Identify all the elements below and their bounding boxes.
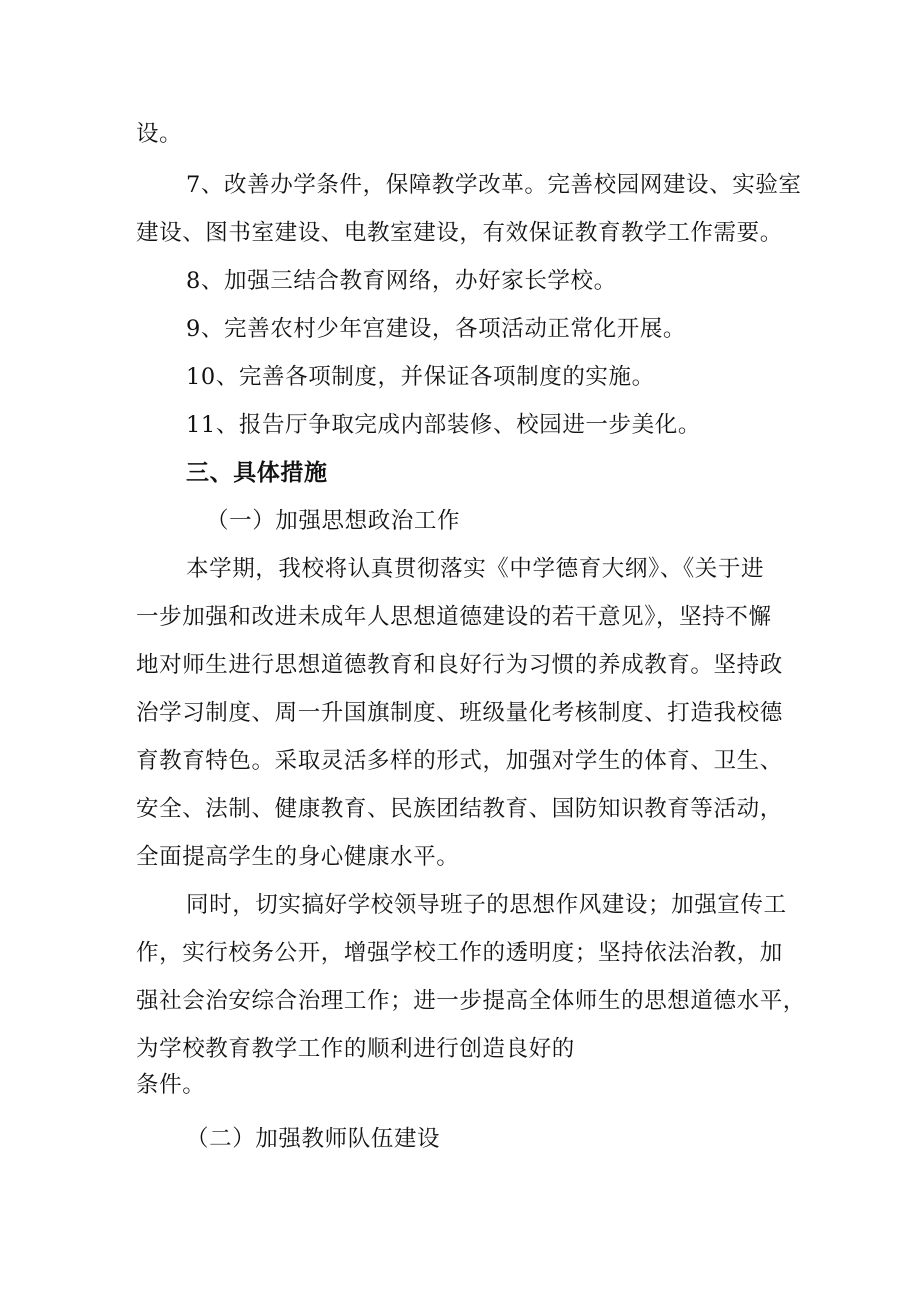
text-line: 设。 xyxy=(136,121,183,147)
text-line: 全面提高学生的身心健康水平。 xyxy=(136,844,460,870)
text-line: 同时，切实搞好学校领导班子的思想作风建设；加强宣传工 xyxy=(186,892,787,918)
text-line: 8、加强三结合教育网络，办好家长学校。 xyxy=(186,268,617,294)
text-line: 条件。 xyxy=(136,1072,206,1098)
text-line: 治学习制度、周一升国旗制度、班级量化考核制度、打造我校德 xyxy=(136,700,783,726)
subsection-heading: （一）加强思想政治工作 xyxy=(206,508,461,534)
text-line: 9、完善农村少年宫建设，各项活动正常化开展。 xyxy=(186,316,687,342)
text-line: 育教育特色。采取灵活多样的形式，加强对学生的体育、卫生、 xyxy=(136,748,783,774)
text-line: 10、完善各项制度，并保证各项制度的实施。 xyxy=(186,364,655,390)
text-line: 地对师生进行思想道德教育和良好行为习惯的养成教育。坚持政 xyxy=(136,652,783,678)
text-line: 作，实行校务公开，增强学校工作的透明度；坚持依法治教，加 xyxy=(136,940,783,966)
text-line: 强社会治安综合治理工作；进一步提高全体师生的思想道德水平， xyxy=(136,988,806,1014)
text-line: 安全、法制、健康教育、民族团结教育、国防知识教育等活动， xyxy=(136,796,783,822)
text-line: 本学期，我校将认真贯彻落实《中学德育大纲》、《关于进 xyxy=(186,556,765,582)
subsection-heading: （二）加强教师队伍建设 xyxy=(186,1126,441,1152)
text-line: 建设、图书室建设、电教室建设，有效保证教育教学工作需要。 xyxy=(136,220,783,246)
section-heading: 三、具体措施 xyxy=(186,460,328,486)
text-line: 一步加强和改进未成年人思想道德建设的若干意见》，坚持不懈 xyxy=(136,604,772,630)
text-line: 11、报告厅争取完成内部装修、校园进一步美化。 xyxy=(186,412,701,438)
text-line: 为学校教育教学工作的顺利进行创造良好的 xyxy=(136,1036,575,1062)
text-line: 7、改善办学条件，保障教学改革。完善校园网建设、实验室 xyxy=(186,172,802,198)
